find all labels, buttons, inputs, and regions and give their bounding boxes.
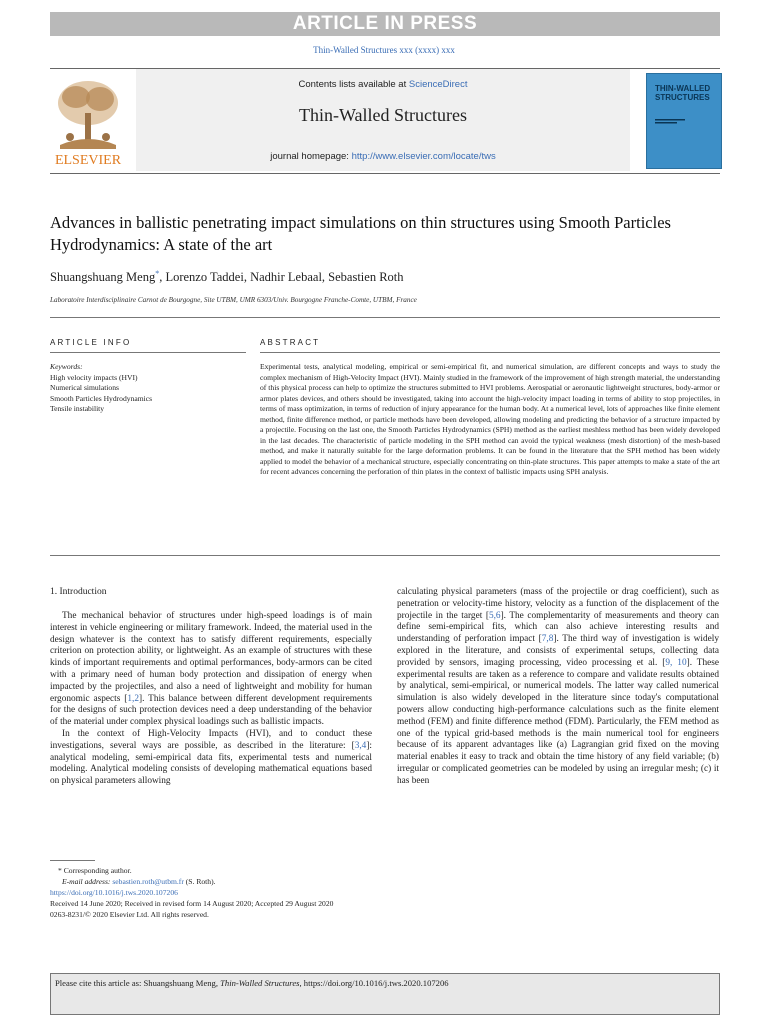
article-info-heading: ARTICLE INFO <box>50 338 132 347</box>
contents-prefix: Contents lists available at <box>298 79 409 90</box>
keyword-item: Numerical simulations <box>50 383 119 392</box>
email-link[interactable]: sebastien.roth@utbm.fr <box>112 877 184 886</box>
journal-title: Thin-Walled Structures <box>298 105 467 125</box>
corresponding-author-star[interactable]: * <box>155 269 160 278</box>
citation-link[interactable]: 7,8 <box>541 634 554 645</box>
footnotes <box>50 865 720 920</box>
journal-cover-thumbnail[interactable] <box>646 73 722 169</box>
keyword-item: High velocity impacts (HVI) <box>50 372 138 382</box>
copyright-line: 0263-8231/© 2020 Elsevier Ltd. All rights reserved. <box>50 910 209 919</box>
body-paragraph: calculating physical parameters (mass of the projectile or drag coefficient), such as penetration or velocity-time history, velocity as a function of the displacement of the projectile in the target [5,6]. The complementarity of measurements and theory can define semi-empirical fits, which can also achieve interesting results and understanding of perforation impact [7,8]. The third way of investigation is widely explored in the literature, and consists of experimental setups, collecting data provided by sensors, imaging processing, video processing et al. [9, 10]. These experimental results are taken as a reference to compare and validate results obtained by analytical, semi-empirical, or numerical models. The latter way called numerical simulation is also widely developed in the literature since today's computational powers allow conducting high-performance calculations such as the finite element method (FEM) and finite difference method (FDM). Particularly, the FEM method as one of the typical grid-based methods is the main numerical tool for engineers because of its apparent advantages like (a) Lagrangian grid fixed on the moving material enables it easy to track and obtain the time history of any field variable; (b) irregular or complicated geometries can be modeled by using an irregular mesh; (c) it has been <box>397 587 719 786</box>
cover-subtitle-lines <box>655 118 715 125</box>
divider <box>50 352 246 353</box>
abstract-text: Experimental tests, analytical modeling, empirical or semi-empirical fit, and numerical simulation, are different concepts and ways to study the complex mechanism of High-Velocity Impact (HVI). Mainly studied in the framework of the improvement of high strength material, the understanding of this physical process can help to optimize the structures submitted to HVI problems. Aerospatial or aeronautic lightweight structures, body-armor or armor plates devices, and others should be investigated, taking into account the high-velocity impact loading in terms of ability to stop projectiles, in terms of mass optimization, in terms of reduction of injury appearance for the human body. At a numerical level, lots of approaches like finite element method, finite difference method, or particle methods have been developed, allowing modeling and predicting the behavior of a structure impacted by a projectile. Focusing on the last one, the Smooth Particles Hydrodynamics (SPH) method as the earliest meshless method has been widely developed in the last decades. The characteristic of particle modeling in the SPH method can avoid the typical weakness (mesh distortion) of the mesh-based method, and make it naturally suitable for the large deformation problems. It can be found in the literature that the SPH method has been widely applied to model the behavior of a mechanical structure, especially concentrating on thin-plate structures. This paper attempts to make a state of the art for recent advances concerning the perforation of thin plates in the context of ballistic impacts using SPH analysis. <box>260 362 720 476</box>
homepage-prefix: journal homepage: <box>270 151 352 162</box>
article-title: Advances in ballistic penetrating impact simulations on thin structures using Smooth Particles Hydrodynamics: A state of the art <box>50 213 671 254</box>
citation-link[interactable]: 1,2 <box>127 693 139 704</box>
contents-line <box>136 79 630 90</box>
citation-link[interactable]: 9, 10 <box>665 657 687 668</box>
homepage-line <box>136 151 630 162</box>
journal-reference-link[interactable]: Thin-Walled Structures xxx (xxxx) xxx <box>313 45 455 55</box>
keyword-item: Smooth Particles Hydrodynamics <box>50 393 153 403</box>
homepage-link[interactable]: http://www.elsevier.com/locate/tws <box>351 151 496 162</box>
body-paragraph: In the context of High-Velocity Impacts (HVI), and to conduct these investigations, several ways are possible, as described in the literature: [3,4]: analytical modeling, semi-empirical data fits, experimental tests and numerical modeling. Analytical modeling consists of developing mathematical equations based on physical parameters allowing <box>50 728 372 787</box>
keyword-item: Tensile instability <box>50 404 105 413</box>
elsevier-logo <box>50 73 126 169</box>
citation-link[interactable]: 3,4 <box>354 740 367 751</box>
masthead-center <box>136 69 630 171</box>
citation-link[interactable]: 5,6 <box>488 610 501 621</box>
author-list <box>50 269 720 285</box>
received-dates: Received 14 June 2020; Received in revised form 14 August 2020; Accepted 29 August 2020 <box>50 899 334 908</box>
journal-masthead <box>50 68 720 174</box>
divider <box>50 555 720 556</box>
footnote-rule <box>50 860 95 861</box>
cover-title: THIN-WALLED STRUCTURES <box>655 84 711 102</box>
citation-box <box>50 973 720 1015</box>
doi-link[interactable]: https://doi.org/10.1016/j.tws.2020.107206 <box>50 888 178 897</box>
email-note: E-mail address: sebastien.roth@utbm.fr (S. Roth). <box>62 877 216 886</box>
author-first[interactable]: Shuangshuang Meng <box>50 270 156 285</box>
body-column-left <box>50 611 372 788</box>
sciencedirect-link[interactable]: ScienceDirect <box>408 79 468 90</box>
body-column-right <box>397 587 719 788</box>
affiliation: Laboratoire Interdisciplinaire Carnot de Bourgogne, Site UTBM, UMR 6303/Univ. Bourgogne Franche-Comte, UTBM, France <box>50 296 417 304</box>
divider <box>50 317 720 318</box>
abstract-heading: ABSTRACT <box>260 338 321 347</box>
divider <box>260 352 720 353</box>
body-paragraph: The mechanical behavior of structures under high-speed loadings is of main interest in vehicle engineering or military framework. Indeed, the material used in the design whatever is the context has to satisfy different requirements, especially criterion on protection ability, or lightweight. As an example of structures with these kinds of important requirements and optimal performances, body-armors can be cited with a primary need of human body protection and dissipation of energy when impacted by the projectiles, and also a need of lightweight and mobility for human ergonomic aspects [1,2]. This balance between different development requirements for the designs of such protection devices need a deep understanding of the behavior of the material under complex physical loadings such as ballistic impacts. <box>50 611 372 728</box>
author-rest[interactable]: , Lorenzo Taddei, Nadhir Lebaal, Sebastien Roth <box>159 270 404 285</box>
corresponding-author-note: * Corresponding author. <box>58 866 132 875</box>
citation-text: Please cite this article as: Shuangshuang Meng, Thin-Walled Structures, https://doi.org/10.1016/j.tws.2020.107206 <box>55 978 449 988</box>
article-in-press-banner: ARTICLE IN PRESS <box>50 12 720 36</box>
keywords-label: Keywords: <box>50 362 83 371</box>
elsevier-logo-text: ELSEVIER <box>54 153 122 168</box>
section-heading-introduction: 1. Introduction <box>50 587 107 597</box>
keywords-block <box>50 362 246 415</box>
